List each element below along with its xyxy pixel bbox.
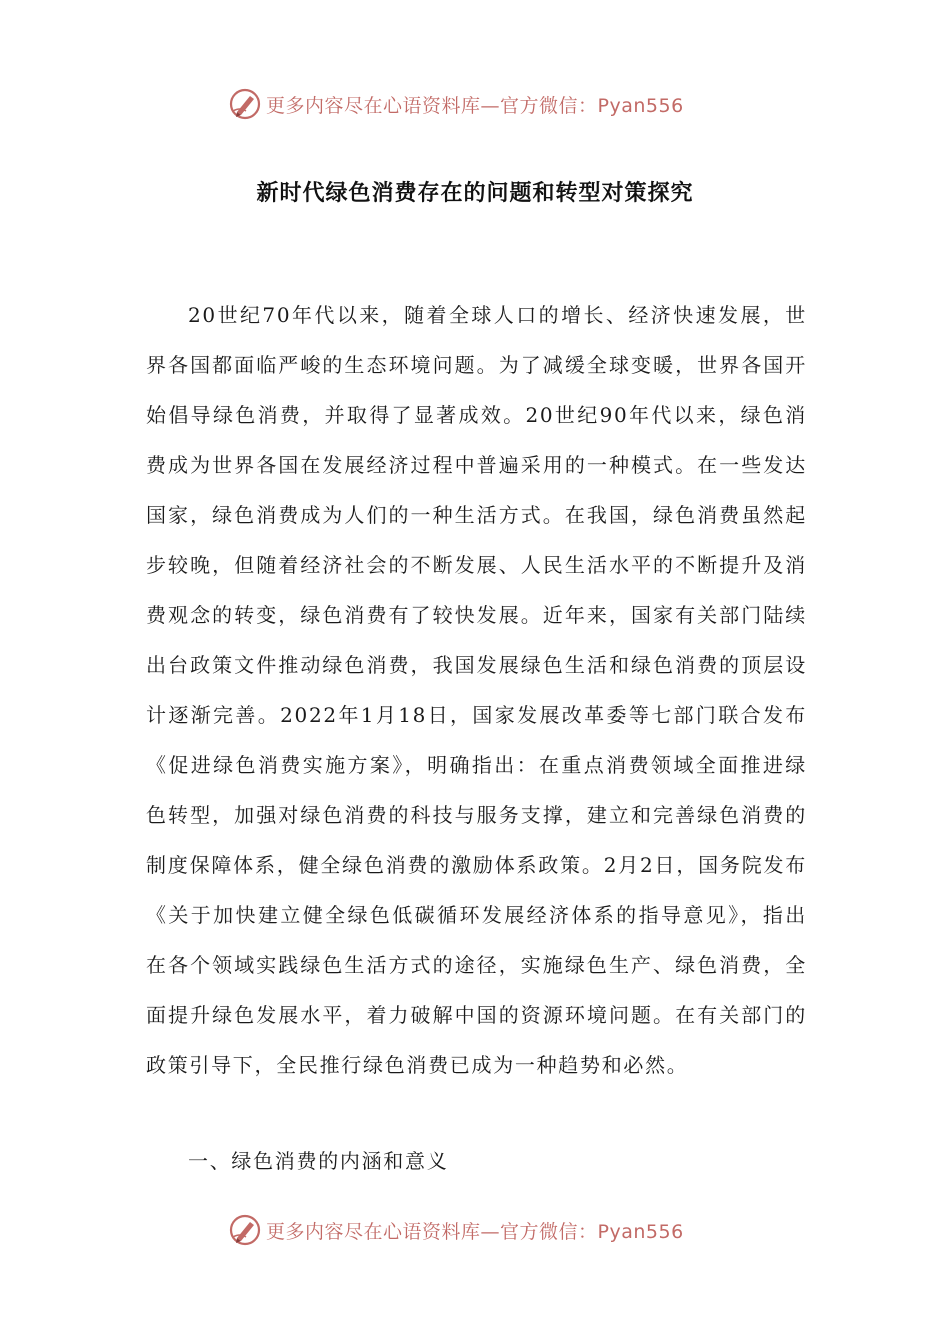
watermark-text [266,1217,684,1244]
pen-logo-icon [228,87,262,121]
watermark-banner-top [228,84,748,124]
watermark-wechat-id: Pyan556 [597,1220,684,1243]
watermark-text [266,91,684,118]
document-title: 新时代绿色消费存在的问题和转型对策探究 [256,180,694,206]
watermark-slogan: 更多内容尽在心语资料库—官方微信： [266,94,598,117]
watermark-banner-bottom [228,1210,748,1250]
watermark-slogan: 更多内容尽在心语资料库—官方微信： [266,1220,598,1243]
pen-logo-icon [228,1213,262,1247]
body-paragraph: 20世纪70年代以来，随着全球人口的增长、经济快速发展，世界各国都面临严峻的生态环境问题。为了减缓全球变暖，世界各国开始倡导绿色消费，并取得了显著成效。20世纪90年代以来，绿色消费成为世界各国在发展经济过程中普遍采用的一种模式。在一些发达国家，绿色消费成为人们的一种生活方式。在我国，绿色消费虽然起步较晚，但随着经济社会的不断发展、人民生活水平的不断提升及消费观念的转变，绿色消费有了较快发展。近年来，国家有关部门陆续出台政策文件推动绿色消费，我国发展绿色生活和绿色消费的顶层设计逐渐完善。2022年1月18日，国家发展改革委等七部门联合发布《促进绿色消费实施方案》，明确指出：在重点消费领域全面推进绿色转型，加强对绿色消费的科技与服务支撑，建立和完善绿色消费的制度保障体系，健全绿色消费的激励体系政策。2月2日，国务院发布《关于加快建立健全绿色低碳循环发展经济体系的指导意见》，指出在各个领域实践绿色生活方式的途径，实施绿色生产、绿色消费，全面提升绿色发展水平，着力破解中国的资源环境问题。在有关部门的政策引导下，全民推行绿色消费已成为一种趋势和必然。 [146,303,807,1077]
watermark-wechat-id: Pyan556 [597,94,684,117]
section-heading: 一、绿色消费的内涵和意义 [188,1149,449,1173]
